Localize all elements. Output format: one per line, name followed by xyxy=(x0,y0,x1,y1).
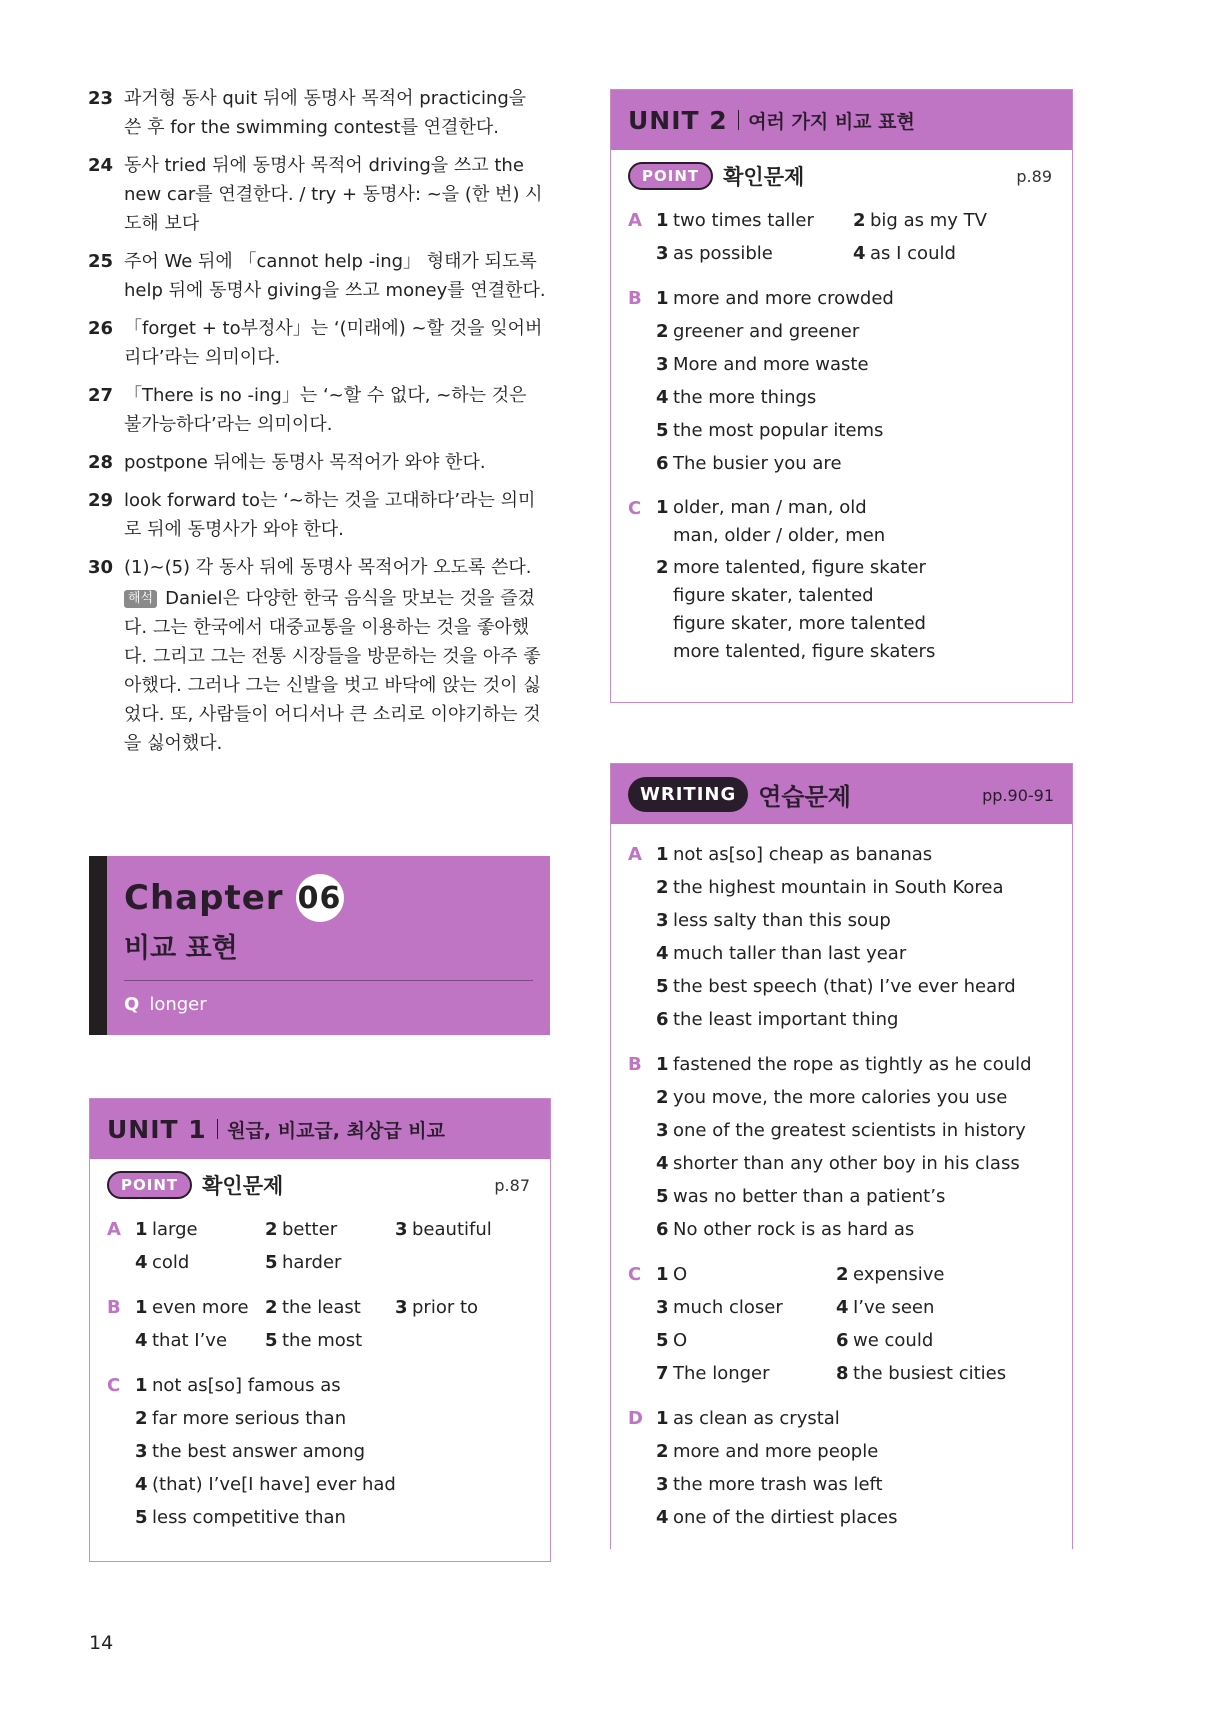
item-number: 27 xyxy=(88,385,114,406)
answer-item: 2 you move, the more calories you use xyxy=(656,1087,1008,1108)
unit-title: 원급, 비교급, 최상급 비교 xyxy=(227,1119,446,1142)
answer-item: 1 not as[so] cheap as bananas xyxy=(656,844,933,865)
group-letter: D xyxy=(628,1408,643,1429)
item-number: 24 xyxy=(88,155,114,176)
point-badge: POINT xyxy=(107,1171,192,1199)
answer-item: 6 the least important thing xyxy=(656,1009,899,1030)
section-header xyxy=(611,150,1072,202)
chapter-question xyxy=(124,994,207,1015)
answer-item: 5 was no better than a patient’s xyxy=(656,1186,946,1207)
item-number: 29 xyxy=(88,490,114,511)
answer-item: 3 as possible xyxy=(656,243,773,264)
divider xyxy=(124,980,533,981)
answer-group-a xyxy=(628,838,1072,1036)
item-number: 28 xyxy=(88,452,114,473)
page-reference: p.89 xyxy=(1016,167,1052,186)
page-reference: pp.90-91 xyxy=(982,786,1054,805)
answer-item: 3 the more trash was left xyxy=(656,1474,883,1495)
answer-item: 3 beautiful xyxy=(395,1219,492,1240)
writing-box xyxy=(610,763,1073,1549)
group-letter: A xyxy=(628,844,642,865)
page-number: 14 xyxy=(89,1632,114,1654)
answer-item: 2 the highest mountain in South Korea xyxy=(656,877,1004,898)
answer-item: 1 two times taller xyxy=(656,210,814,231)
group-letter: B xyxy=(107,1297,121,1318)
answer-group-c xyxy=(628,492,1072,666)
section-header xyxy=(90,1159,550,1211)
group-letter: B xyxy=(628,1054,642,1075)
explanation-item xyxy=(88,448,548,477)
question-answer: longer xyxy=(149,994,207,1015)
answer-item: 3 the best answer among xyxy=(135,1441,366,1462)
answer-item: 2 better xyxy=(265,1219,338,1240)
group-letter: B xyxy=(628,288,642,309)
answer-group-c xyxy=(107,1369,550,1534)
answer-item: 1 older, man / man, old man, older / older, men xyxy=(656,497,886,546)
unit2-header xyxy=(611,90,1072,150)
group-letter: C xyxy=(107,1375,121,1396)
answer-row xyxy=(135,1324,550,1357)
answer-item: 6 The busier you are xyxy=(656,453,842,474)
answer-group-a xyxy=(628,204,1072,270)
answer-group-b xyxy=(628,1048,1072,1246)
point-badge: POINT xyxy=(628,162,713,190)
chapter-subtitle: 비교 표현 xyxy=(124,933,238,964)
group-letter: A xyxy=(107,1219,121,1240)
explanation-item xyxy=(88,314,548,372)
chapter-banner xyxy=(89,856,550,1035)
answer-item: 3 More and more waste xyxy=(656,354,869,375)
unit1-header xyxy=(90,1099,550,1159)
answer-item: 5 the most xyxy=(265,1330,363,1351)
answer-group-b xyxy=(107,1291,550,1357)
answer-item: 2 expensive xyxy=(836,1264,945,1285)
answer-item: 2 big as my TV xyxy=(853,210,987,231)
divider xyxy=(738,110,740,130)
answer-item: 3 one of the greatest scientists in history xyxy=(656,1120,1026,1141)
answer-item: 1 as clean as crystal xyxy=(656,1408,840,1429)
item-text: 동사 tried 뒤에 동명사 목적어 driving을 쓰고 the new car를 연결한다. / try + 동명사: ~을 (한 번) 시도해 보다 xyxy=(124,155,543,234)
group-letter: C xyxy=(628,1264,642,1285)
unit1-box xyxy=(89,1098,551,1562)
answer-item: 1 O xyxy=(656,1264,688,1285)
explanation-item xyxy=(88,151,548,238)
answer-item: 4 the more things xyxy=(656,387,817,408)
answer-row xyxy=(656,1258,1072,1291)
answer-row xyxy=(135,1246,550,1279)
answer-item: 1 large xyxy=(135,1219,198,1240)
answer-list xyxy=(90,1211,550,1534)
item-text: 과거형 동사 quit 뒤에 동명사 목적어 practicing을 쓴 후 for the swimming contest를 연결한다. xyxy=(124,88,527,138)
unit-label: UNIT 2 xyxy=(628,105,728,135)
unit-label: UNIT 1 xyxy=(107,1114,207,1144)
item-number: 26 xyxy=(88,318,114,339)
answer-item: 2 more and more people xyxy=(656,1441,879,1462)
answer-row xyxy=(656,237,1072,270)
chapter-number: 06 xyxy=(296,874,344,922)
item-number: 30 xyxy=(88,557,114,578)
writing-header xyxy=(611,764,1072,824)
answer-item: 1 not as[so] famous as xyxy=(135,1375,341,1396)
answer-item: 5 O xyxy=(656,1330,688,1351)
item-text: (1)~(5) 각 동사 뒤에 동명사 목적어가 오도록 쓴다. xyxy=(124,557,532,578)
answer-row xyxy=(135,1213,550,1246)
answer-row xyxy=(656,204,1072,237)
answer-item: 4 (that) I’ve[I have] ever had xyxy=(135,1474,396,1495)
answer-group-d xyxy=(628,1402,1072,1534)
answer-list xyxy=(611,824,1072,1534)
answer-item: 8 the busiest cities xyxy=(836,1363,1007,1384)
answer-item: 4 cold xyxy=(135,1252,190,1273)
answer-list xyxy=(611,202,1072,666)
group-letter: A xyxy=(628,210,642,231)
answer-item: 2 greener and greener xyxy=(656,321,860,342)
answer-item: 5 the most popular items xyxy=(656,420,884,441)
explanation-item xyxy=(88,486,548,544)
answer-item: 2 far more serious than xyxy=(135,1408,347,1429)
item-number: 23 xyxy=(88,88,114,109)
answer-item: 1 fastened the rope as tightly as he could xyxy=(656,1054,1032,1075)
answer-item: 4 I’ve seen xyxy=(836,1297,935,1318)
answer-item: 2 more talented, figure skater figure skater, talented figure skater, more talented more talented, figure skaters xyxy=(656,557,936,662)
answer-item: 5 less competitive than xyxy=(135,1507,346,1528)
explanation-item xyxy=(88,381,548,439)
question-label: Q xyxy=(124,994,140,1015)
chapter-label: Chapter xyxy=(124,878,284,918)
answer-item: 3 less salty than this soup xyxy=(656,910,891,931)
item-number: 25 xyxy=(88,251,114,272)
answer-item: 1 more and more crowded xyxy=(656,288,894,309)
answer-group-a xyxy=(107,1213,550,1279)
unit2-box xyxy=(610,89,1073,703)
section-title: 확인문제 xyxy=(723,165,805,189)
answer-item: 4 much taller than last year xyxy=(656,943,907,964)
answer-item: 4 shorter than any other boy in his class xyxy=(656,1153,1020,1174)
explanation-item xyxy=(88,84,548,142)
item-text: look forward to는 ‘~하는 것을 고대하다’라는 의미로 뒤에 동명사가 와야 한다. xyxy=(124,490,536,540)
answer-row xyxy=(656,1357,1072,1390)
divider xyxy=(217,1119,219,1139)
answer-group-b xyxy=(628,282,1072,480)
answer-item: 6 we could xyxy=(836,1330,934,1351)
translation-text: Daniel은 다양한 한국 음식을 맛보는 것을 즐겼다. 그는 한국에서 대중교통을 이용하는 것을 좋아했다. 그리고 그는 전통 시장들을 방문하는 것을 아주 좋아했다. 그러나 그는 신발을 벗고 바닥에 앉는 것이 싫었다. 또, 사람들이 어디서나 큰 소리로 이야기하는 것을 싫어했다. xyxy=(124,588,541,754)
answer-item: 3 much closer xyxy=(656,1297,783,1318)
item-text: 「There is no -ing」는 ‘~할 수 없다, ~하는 것은 불가능하다’라는 의미이다. xyxy=(124,385,527,435)
explanation-item xyxy=(88,247,548,305)
answer-item: 4 as I could xyxy=(853,243,956,264)
section-title: 확인문제 xyxy=(202,1174,284,1198)
answer-item: 1 even more xyxy=(135,1297,249,1318)
answer-item: 6 No other rock is as hard as xyxy=(656,1219,915,1240)
answer-row xyxy=(656,1291,1072,1324)
translation xyxy=(124,584,548,758)
answer-group-c xyxy=(628,1258,1072,1390)
chapter-title xyxy=(124,872,344,924)
translation-tag: 해석 xyxy=(124,590,157,608)
explanation-item xyxy=(88,553,548,758)
answer-item: 3 prior to xyxy=(395,1297,479,1318)
group-letter: C xyxy=(628,498,642,519)
unit-title: 여러 가지 비교 표현 xyxy=(748,110,915,133)
explanation-list xyxy=(88,84,548,767)
answer-item: 5 the best speech (that) I’ve ever heard xyxy=(656,976,1016,997)
answer-item: 2 the least xyxy=(265,1297,361,1318)
writing-badge: WRITING xyxy=(628,777,748,812)
answer-row xyxy=(135,1291,550,1324)
answer-item: 7 The longer xyxy=(656,1363,770,1384)
section-title: 연습문제 xyxy=(758,782,851,811)
page-reference: p.87 xyxy=(494,1176,530,1195)
answer-row xyxy=(656,1324,1072,1357)
answer-item: 4 one of the dirtiest places xyxy=(656,1507,898,1528)
answer-item: 5 harder xyxy=(265,1252,342,1273)
answer-item: 4 that I’ve xyxy=(135,1330,228,1351)
item-text: 「forget + to부정사」는 ‘(미래에) ~할 것을 잊어버리다’라는 의미이다. xyxy=(124,318,543,368)
item-text: postpone 뒤에는 동명사 목적어가 와야 한다. xyxy=(124,452,486,473)
item-text: 주어 We 뒤에 「cannot help -ing」 형태가 되도록 help 뒤에 동명사 giving을 쓰고 money를 연결한다. xyxy=(124,251,546,301)
